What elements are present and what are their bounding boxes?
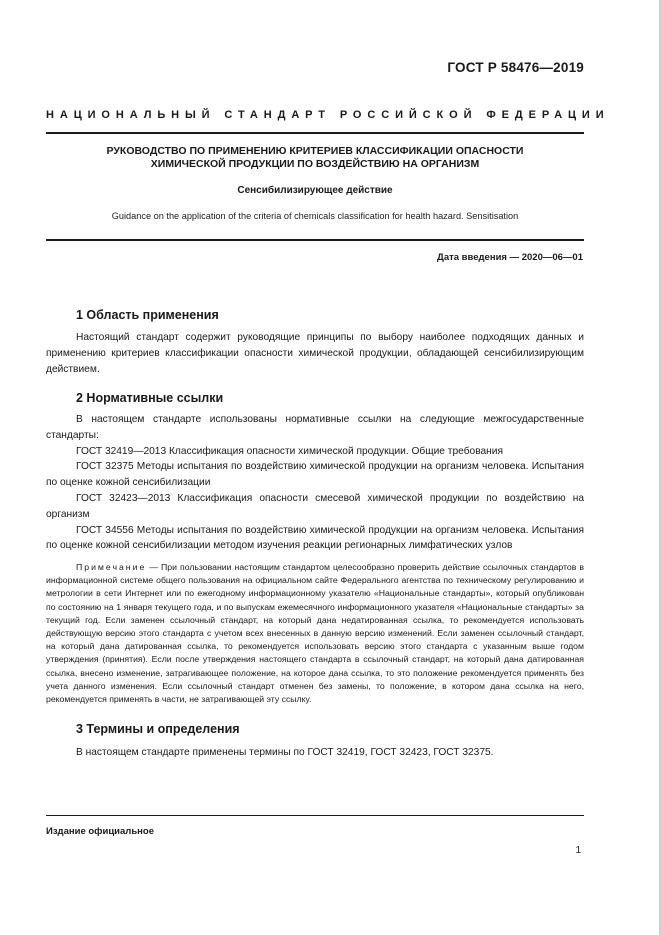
standard-code: ГОСТ Р 58476—2019 [447, 60, 584, 75]
page-number: 1 [575, 845, 581, 856]
reference-item: ГОСТ 32419—2013 Классификация опасности химической продукции. Общие требования [76, 445, 503, 457]
section-1-paragraph: Настоящий стандарт содержит руководящие принципы по выбору наиболее подходящих данных и применению критериев классификации опасности химической продукции, обладающей сенсибилизирующим действием. [46, 332, 584, 375]
title-line-2: ХИМИЧЕСКОЙ ПРОДУКЦИИ ПО ВОЗДЕЙСТВИЮ НА ОРГАНИЗМ [150, 158, 480, 170]
reference-item: ГОСТ 32423—2013 Классификация опасности смесевой химической продукции по воздействию на организм [46, 492, 584, 520]
document-title [46, 145, 584, 171]
section-3-paragraph: В настоящем стандарте применены термины по ГОСТ 32419, ГОСТ 32423, ГОСТ 32375. [76, 747, 494, 758]
note-label: Примечание [76, 562, 147, 572]
edition-label: Издание официальное [46, 826, 154, 837]
english-title: Guidance on the application of the criteria of chemicals classification for health hazard. Sensitisation [111, 211, 519, 221]
title-line-1: РУКОВОДСТВО ПО ПРИМЕНЕНИЮ КРИТЕРИЕВ КЛАССИФИКАЦИИ ОПАСНОСТИ [106, 145, 524, 157]
section-3-heading: 3 Термины и определения [76, 722, 240, 736]
section-2-body [46, 412, 584, 554]
national-standard-banner: НАЦИОНАЛЬНЫЙ СТАНДАРТ РОССИЙСКОЙ ФЕДЕРАЦИИ [46, 109, 610, 121]
section-1-body [46, 330, 584, 377]
reference-item: ГОСТ 34556 Методы испытания по воздействию химической продукции на организм человека. Испытания по оценке кожной сенсибилизации методом изучения реакции регионарных лимфатических узлов [46, 524, 584, 552]
reference-note [46, 561, 584, 706]
note-text: — При пользовании настоящим стандартом целесообразно проверить действие ссылочных стандартов в информационной системе общего пользования на официальном сайте Федерального агентства по техническому регулированию и метрологии в сети Интернет или по ежегодному информационному указателю «Национальные стандарты», который опубликован по состоянию на 1 января текущего года, и по выпускам ежемесячного информационного указателя «Национальные стандарты» за текущий год. Если заменен ссылочный стандарт, на который дана недатированная ссылка, то рекомендуется использовать действующую версию этого стандарта с учетом всех внесенных в данную версию изменений. Если заменен ссылочный стандарт, на который дана датированная ссылка, то рекомендуется использовать версию этого стандарта с указанным выше годом утверждения (принятия). Если после утверждения настоящего стандарта в ссылочный стандарт, на который дана датированная ссылка, внесено изменение, затрагивающее положение, на которое дана ссылка, то это положение рекомендуется применять без учета данного изменения. Если ссылочный стандарт отменен без замены, то положение, в котором дана ссылка на него, рекомендуется применять в части, не затрагивающей эту ссылку. [46, 562, 584, 705]
header-divider [46, 132, 584, 134]
footer-divider [46, 815, 584, 816]
document-subtitle: Сенсибилизирующее действие [237, 185, 393, 196]
section-2-intro: В настоящем стандарте использованы нормативные ссылки на следующие межгосударственные стандарты: [46, 414, 584, 441]
title-divider [46, 239, 584, 241]
section-2-heading: 2 Нормативные ссылки [76, 391, 224, 405]
reference-item: ГОСТ 32375 Методы испытания по воздействию химической продукции на организм человека. Испытания по оценке кожной сенсибилизации [46, 461, 584, 489]
section-1-heading: 1 Область применения [76, 308, 219, 322]
introduction-date: Дата введения — 2020—06—01 [437, 252, 583, 263]
section-3-body [46, 745, 584, 761]
